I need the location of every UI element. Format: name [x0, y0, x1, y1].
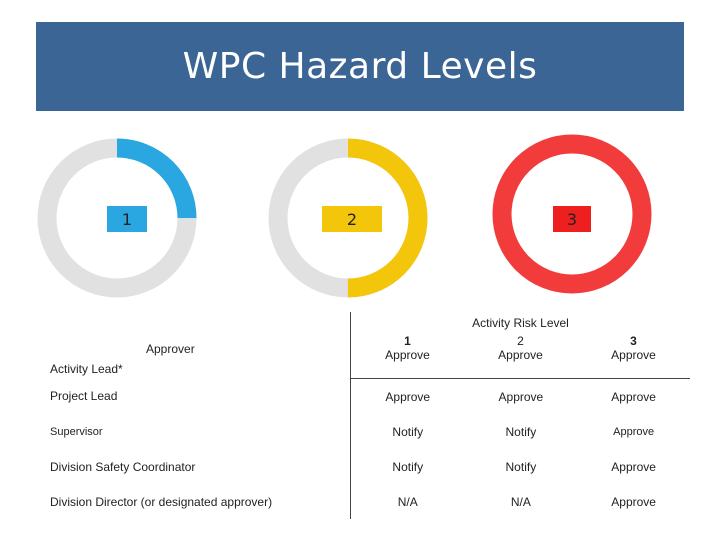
column-divider [300, 379, 351, 415]
approver-header: Approver [146, 342, 195, 357]
table-cell-l1: Approve [385, 389, 431, 404]
level-3-label: 3 [566, 209, 578, 229]
table-row-role: Project Lead [50, 389, 118, 404]
slide-title: WPC Hazard Levels [182, 46, 538, 87]
table-row [50, 414, 690, 449]
table-cell-l3: Approve [611, 348, 656, 362]
table-row-role: Division Safety Coordinator [50, 459, 196, 474]
table-cell-l1: Notify [392, 459, 424, 474]
approver-header-cell [50, 312, 300, 379]
table-row-role: Supervisor [50, 425, 103, 438]
table-row-role: Division Director (or designated approver) [50, 494, 273, 509]
table-cell-l2: N/A [510, 494, 531, 509]
level-1-column-header: 1 [404, 334, 411, 348]
level-3-badge [553, 206, 591, 232]
table-cell-l3: Approve [611, 494, 656, 509]
table-cell-l3: Approve [611, 389, 656, 404]
column-divider [300, 414, 351, 449]
table-cell-l3: Approve [613, 425, 655, 438]
level-2-column-header: 2 [517, 334, 524, 348]
level-3-column-header: 3 [630, 334, 637, 348]
table-cell-l1: Approve [385, 348, 430, 362]
risk-level-header-cell [351, 312, 691, 379]
table-cell-l2: Notify [505, 424, 537, 439]
title-bar [36, 22, 684, 111]
level-1-badge [107, 206, 147, 232]
table-row [50, 484, 690, 519]
table-row [50, 449, 690, 484]
table-row-role: Activity Lead* [50, 362, 123, 377]
table-cell-l1: N/A [397, 494, 418, 509]
column-divider [300, 449, 351, 484]
approval-matrix-table [50, 312, 690, 519]
table-cell-l3: Approve [611, 459, 656, 474]
table-cell-l2: Notify [505, 459, 537, 474]
level-2-badge [322, 206, 382, 232]
table-cell-l2: Approve [498, 348, 543, 362]
table-row [50, 379, 690, 415]
level-2-label: 2 [346, 209, 358, 229]
table-header-row [50, 312, 690, 379]
column-divider [300, 312, 351, 379]
table-cell-l2: Approve [498, 389, 544, 404]
table-cell-l1: Notify [392, 424, 424, 439]
level-1-label: 1 [121, 209, 133, 229]
column-divider [300, 484, 351, 519]
activity-risk-level-header: Activity Risk Level [472, 316, 569, 330]
